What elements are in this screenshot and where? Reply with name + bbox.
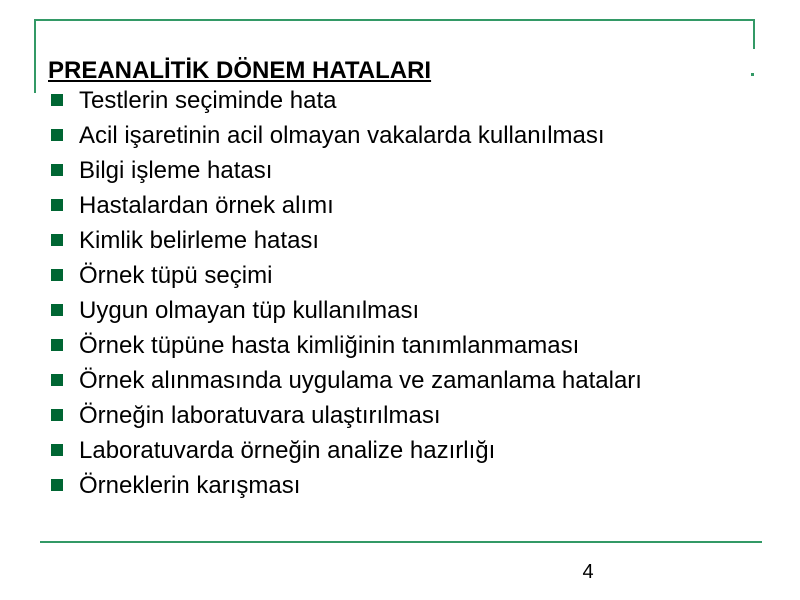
square-bullet-icon — [51, 94, 63, 106]
bullet-text: Acil işaretinin acil olmayan vakalarda kullanılması — [79, 122, 605, 149]
square-bullet-icon — [51, 479, 63, 491]
bullet-text: Örneklerin karışması — [79, 472, 301, 499]
square-bullet-icon — [51, 129, 63, 141]
slide-frame-right-line — [753, 19, 755, 49]
square-bullet-icon — [51, 444, 63, 456]
bullet-text: Kimlik belirleme hatası — [79, 227, 320, 254]
slide-corner-dot — [751, 73, 754, 76]
square-bullet-icon — [51, 409, 63, 421]
bullet-text: Örnek tüpü seçimi — [79, 262, 273, 289]
square-bullet-icon — [51, 269, 63, 281]
bullet-item — [48, 193, 748, 218]
bullet-text: Laboratuvarda örneğin analize hazırlığı — [79, 437, 496, 464]
bullet-item — [48, 123, 748, 148]
bullet-item — [48, 263, 748, 288]
bullet-item — [48, 368, 748, 393]
square-bullet-icon — [51, 374, 63, 386]
page-number: 4 — [582, 561, 594, 583]
slide-frame-bottom-line — [40, 541, 762, 543]
slide-content — [48, 56, 748, 508]
bullet-item — [48, 403, 748, 428]
bullet-text: Örnek tüpüne hasta kimliğinin tanımlanmaması — [79, 332, 580, 359]
bullet-text: Uygun olmayan tüp kullanılması — [79, 297, 420, 324]
bullet-item — [48, 438, 748, 463]
square-bullet-icon — [51, 339, 63, 351]
slide-title: PREANALİTİK DÖNEM HATALARI — [48, 57, 432, 84]
square-bullet-icon — [51, 199, 63, 211]
bullet-item — [48, 88, 748, 113]
bullet-item — [48, 228, 748, 253]
bullet-item — [48, 158, 748, 183]
bullet-text: Bilgi işleme hatası — [79, 157, 273, 184]
bullet-item — [48, 298, 748, 323]
square-bullet-icon — [51, 304, 63, 316]
slide-frame-left-line — [34, 19, 36, 93]
bullet-item — [48, 473, 748, 498]
bullet-text: Örneğin laboratuvara ulaştırılması — [79, 402, 441, 429]
bullet-text: Testlerin seçiminde hata — [79, 87, 337, 114]
bullet-list — [48, 88, 748, 498]
bullet-item — [48, 333, 748, 358]
square-bullet-icon — [51, 164, 63, 176]
bullet-text: Hastalardan örnek alımı — [79, 192, 334, 219]
bullet-text: Örnek alınmasında uygulama ve zamanlama hataları — [79, 367, 642, 394]
slide-frame-top-line — [34, 19, 755, 21]
square-bullet-icon — [51, 234, 63, 246]
